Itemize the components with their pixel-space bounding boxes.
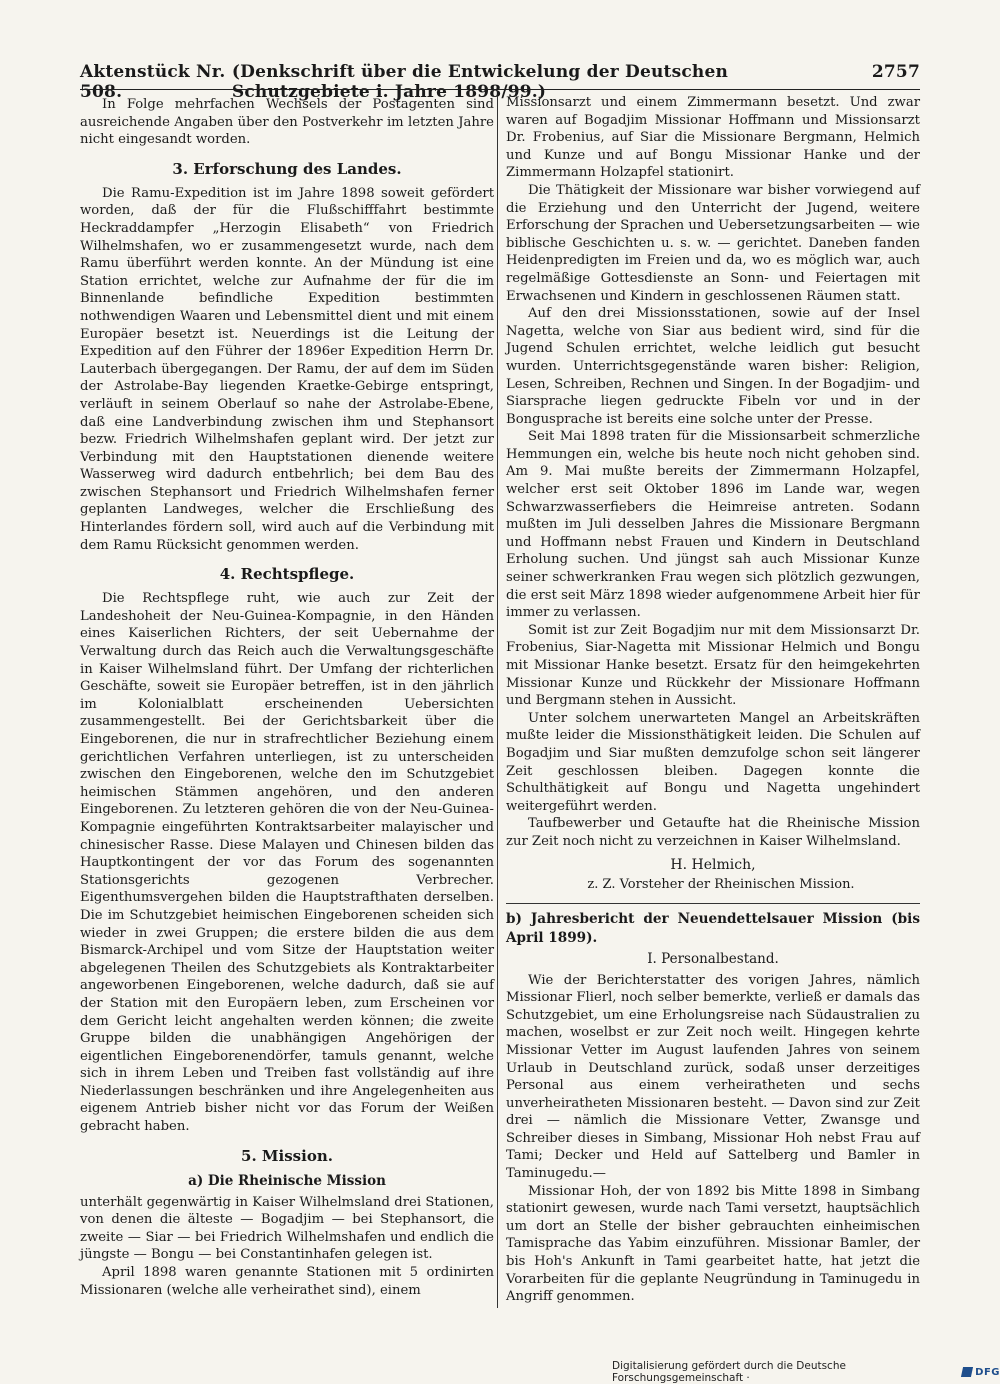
section-3-paragraph: Die Ramu-Expedition ist im Jahre 1898 soweit gefördert worden, daß der für die Flußschifffahrt bestimmte Heckraddampfer „Herzogin Elisabeth“ von Friedrich Wilhelmshafen, wo er zusammengesetzt wurde, nach dem Ramu überführt werden konnte. An der Mündung ist eine Station errichtet, welche zur Aufnahme der für die im Binnenlande befindliche Expedition bestimmten nothwendigen Waaren und Lebensmittel dient und mit einem Europäer besetzt ist. Neuerdings ist die Leitung der Expedition auf den Führer der 1896er Expedition Herrn Dr. Lauterbach übergegangen. Der Ramu, der auf dem im Süden der Astrolabe-Bay liegenden Kraetke-Gebirge entspringt, verläuft in seinem Oberlauf so nahe der Astrolabe-Ebene, daß eine Landverbindung zwischen ihm und Stephansort bezw. Friedrich Wilhelmshafen geplant wird. Der jetzt zur Verbindung mit den Hauptstationen dienende weitere Wasserweg wird dadurch entbehrlich; bei dem Bau des zwischen Stephansort und Friedrich Wilhelmshafen ferner geplanten Landweges, welcher die Erschließung des Hinterlandes fördern soll, wird auch auf die Verbindung mit dem Ramu Rücksicht genommen werden.: [80, 185, 494, 553]
section-5-paragraph-1: unterhält gegenwärtig in Kaiser Wilhelmsland drei Stationen, von denen die älteste — Bogadjim — bei Stephansort, die zweite — Siar — bei Friedrich Wilhelmshafen und endlich die jüngste — Bongu — bei Constantinhafen gelegen ist.: [80, 1194, 494, 1263]
left-column: [80, 96, 494, 1299]
report-paragraph-1: Wie der Berichterstatter des vorigen Jahres, nämlich Missionar Flierl, noch selber bemerkte, verließ er damals das Schutzgebiet, um eine Erholungsreise nach Südaustralien zu machen, woselbst er zur Zeit noch weilt. Hingegen kehrte Missionar Vetter im August laufenden Jahres von seinem Urlaub in Deutschland zurück, sodaß unser derzeitiges Personal aus einem verheiratheten und sechs unverheiratheten Missionaren besteht. — Davon sind zur Zeit drei — nämlich die Missionare Vetter, Zwansge und Schreiber dieses in Simbang, Missionar Hoh nebst Frau auf Tami; Decker und Held auf Sattelberg und Bamler in Taminugedu.—: [506, 972, 920, 1182]
signature-name: H. Helmich,: [670, 856, 756, 873]
mission-paragraph-5: Somit ist zur Zeit Bogadjim nur mit dem Missionsarzt Dr. Frobenius, Siar-Nagetta mit Missionar Helmich und Bongu mit Missionar Hanke besetzt. Ersatz für den heimgekehrten Missionar Kunze und Rückkehr der Missionare Hoffmann und Bergmann stehen in Aussicht.: [506, 622, 920, 709]
header-rule: [80, 89, 920, 90]
document-title: (Denkschrift über die Entwickelung der Deutschen Schutzgebiete i. Jahre 1898/99.): [231, 62, 729, 102]
signature-role: z. Z. Vorsteher der Rheinischen Mission.: [587, 876, 855, 892]
section-4-heading: 4. Rechtspflege.: [219, 565, 355, 584]
dfg-mark-icon: [961, 1367, 973, 1377]
right-column: [506, 94, 920, 1306]
page-header: [80, 62, 920, 102]
page-number: 2757: [871, 62, 920, 82]
column-divider: [497, 96, 498, 1308]
section-3-heading: 3. Erforschung des Landes.: [172, 159, 402, 178]
section-4-paragraph: Die Rechtspflege ruht, wie auch zur Zeit der Landeshoheit der Neu-Guinea-Kompagnie, in den Händen eines Kaiserlichen Richters, der seit Uebernahme der Verwaltung durch das Reich auch die Verwaltungsgeschäfte in Kaiser Wilhelmsland führt. Der Umfang der richterlichen Geschäfte, soweit sie Europäer betreffen, ist in den jährlich im Kolonialblatt erscheinenden Uebersichten zusammengestellt. Bei der Gerichtsbarkeit über die Eingeborenen, die nur in strafrechtlicher Beziehung einem gerichtlichen Verfahren unterliegen, ist zu unterscheiden zwischen den Eingeborenen, welche den im Schutzgebiet heimischen Stämmen angehören, und den anderen Eingeborenen. Zu letzteren gehören die von der Neu-Guinea-Kompagnie eingeführten Kontraktsarbeiter malayischer und chinesischer Rasse. Diese Malayen und Chinesen bilden das Hauptkontingent der vor das Forum des sogenannten Stationsgerichts gezogenen Verbrecher. Eigenthumsvergehen bilden die Hauptstrafthaten derselben. Die im Schutzgebiet heimischen Eingeborenen scheiden sich wieder in zwei Gruppen; die erstere bilden die aus dem Bismarck-Archipel und vom Sitze der Hauptstation weiter abgelegenen Theilen des Schutzgebiets als Kontraktarbeiter angeworbenen Eingeborenen, welche dadurch, daß sie auf der Station mit den Europäern leben, zum Erscheinen vor dem Gericht leicht angehalten werden können; die zweite Gruppe bilden die unabhängigen Angehörigen der eigentlichen Eingeborenendörfer, tamuls genannt, welche sich in ihrem Leben und Treiben fast vollständig auf ihre Niederlassungen beschränken und ihre Angelegenheiten aus eigenem Antrieb bisher nicht vor das Forum der Weißen gebracht haben.: [80, 591, 494, 1135]
mission-paragraph-6: Unter solchem unerwarteten Mangel an Arbeitskräften mußte leider die Missionsthätigkeit leiden. Die Schulen auf Bogadjim und Siar mußten demzufolge schon seit längerer Zeit geschlossen bleiben. Dagegen konnte die Schulthätigkeit auf Bongu und Nagetta ungehindert weitergeführt werden.: [506, 710, 920, 814]
mission-paragraph-1: Missionsarzt und einem Zimmermann besetzt. Und zwar waren auf Bogadjim Missionar Hoffmann und Missionsarzt Dr. Frobenius, auf Siar die Missionare Bergmann, Helmich und Kunze und auf Bongu Missionar Hanke und der Zimmermann Holzapfel stationirt.: [506, 95, 920, 181]
section-5a-heading: a) Die Rheinische Mission: [188, 1172, 386, 1189]
mission-paragraph-3: Auf den drei Missionsstationen, sowie auf der Insel Nagetta, welche von Siar aus bedient wird, sind für die Jugend Schulen errichtet, welche leidlich gut besucht wurden. Unterrichtsgegenstände waren bisher: Religion, Lesen, Schreiben, Rechnen und Singen. In der Bogadjim- und Siarsprache liegen gedruckte Fibeln vor und in der Bongusprache ist bereits eine solche unter der Presse.: [506, 306, 920, 427]
report-subheading: I. Personalbestand.: [647, 950, 779, 967]
digitization-footer: [612, 1360, 1000, 1384]
mission-paragraph-7: Taufbewerber und Getaufte hat die Rheinische Mission zur Zeit noch nicht zu verzeichnen in Kaiser Wilhelmsland.: [506, 816, 920, 849]
document-number: Aktenstück Nr. 508.: [80, 62, 226, 102]
mission-paragraph-2: Die Thätigkeit der Missionare war bisher vorwiegend auf die Erziehung und den Unterricht der Jugend, weitere Erforschung der Sprachen und Uebersetzungsarbeiten — wie biblische Geschichten u. s. w. — gerichtet. Daneben fanden Heidenpredigten im Freien und da, wo es möglich war, auch regelmäßige Gottesdienste an Sonn- und Feiertagen mit Erwachsenen und Kindern in geschlossenen Räumen statt.: [506, 182, 920, 304]
report-paragraph-2: Missionar Hoh, der von 1892 bis Mitte 1898 in Simbang stationirt gewesen, wurde nach Tami versetzt, hauptsächlich um dort an Stelle der bisher gebrauchten einheimischen Tamisprache das Yabim einzuführen. Missionar Bamler, der bis Hoh's Ankunft in Tami gearbeitet hatte, hat jetzt die Vorarbeiten für die geplante Neugründung in Taminugedu in Angriff genommen.: [506, 1183, 920, 1305]
dfg-logo-icon: [962, 1367, 1000, 1378]
intro-paragraph: In Folge mehrfachen Wechsels der Postagenten sind ausreichende Angaben über den Postverkehr im letzten Jahre nicht eingesandt worden.: [80, 97, 494, 148]
section-rule: [506, 903, 920, 904]
mission-paragraph-4: Seit Mai 1898 traten für die Missionsarbeit schmerzliche Hemmungen ein, welche bis heute noch nicht gehoben sind. Am 9. Mai mußte bereits der Zimmermann Holzapfel, welcher erst seit Oktober 1896 im Lande war, wegen Schwarzwasserfiebers die Heimreise antreten. Sodann mußten im Juli desselben Jahres die Missionare Bergmann und Hoffmann nebst Frauen und Kindern in Deutschland Erholung suchen. Und jüngst sah auch Missionar Kunze seiner schwerkranken Frau wegen sich plötzlich gezwungen, die erst seit März 1898 wieder aufgenommene Arbeit hier für immer zu verlassen.: [506, 429, 920, 621]
section-5-heading: 5. Mission.: [241, 1146, 333, 1165]
funding-note: Digitalisierung gefördert durch die Deutsche Forschungsgemeinschaft ·: [612, 1360, 846, 1384]
report-heading: b) Jahresbericht der Neuendettelsauer Mission (bis April 1899).: [506, 910, 920, 946]
signature-block: [506, 855, 920, 895]
dfg-logo-text: DFG: [975, 1366, 1000, 1378]
section-5-paragraph-2: April 1898 waren genannte Stationen mit 5 ordinirten Missionaren (welche alle verheirathet sind), einem: [80, 1265, 494, 1298]
